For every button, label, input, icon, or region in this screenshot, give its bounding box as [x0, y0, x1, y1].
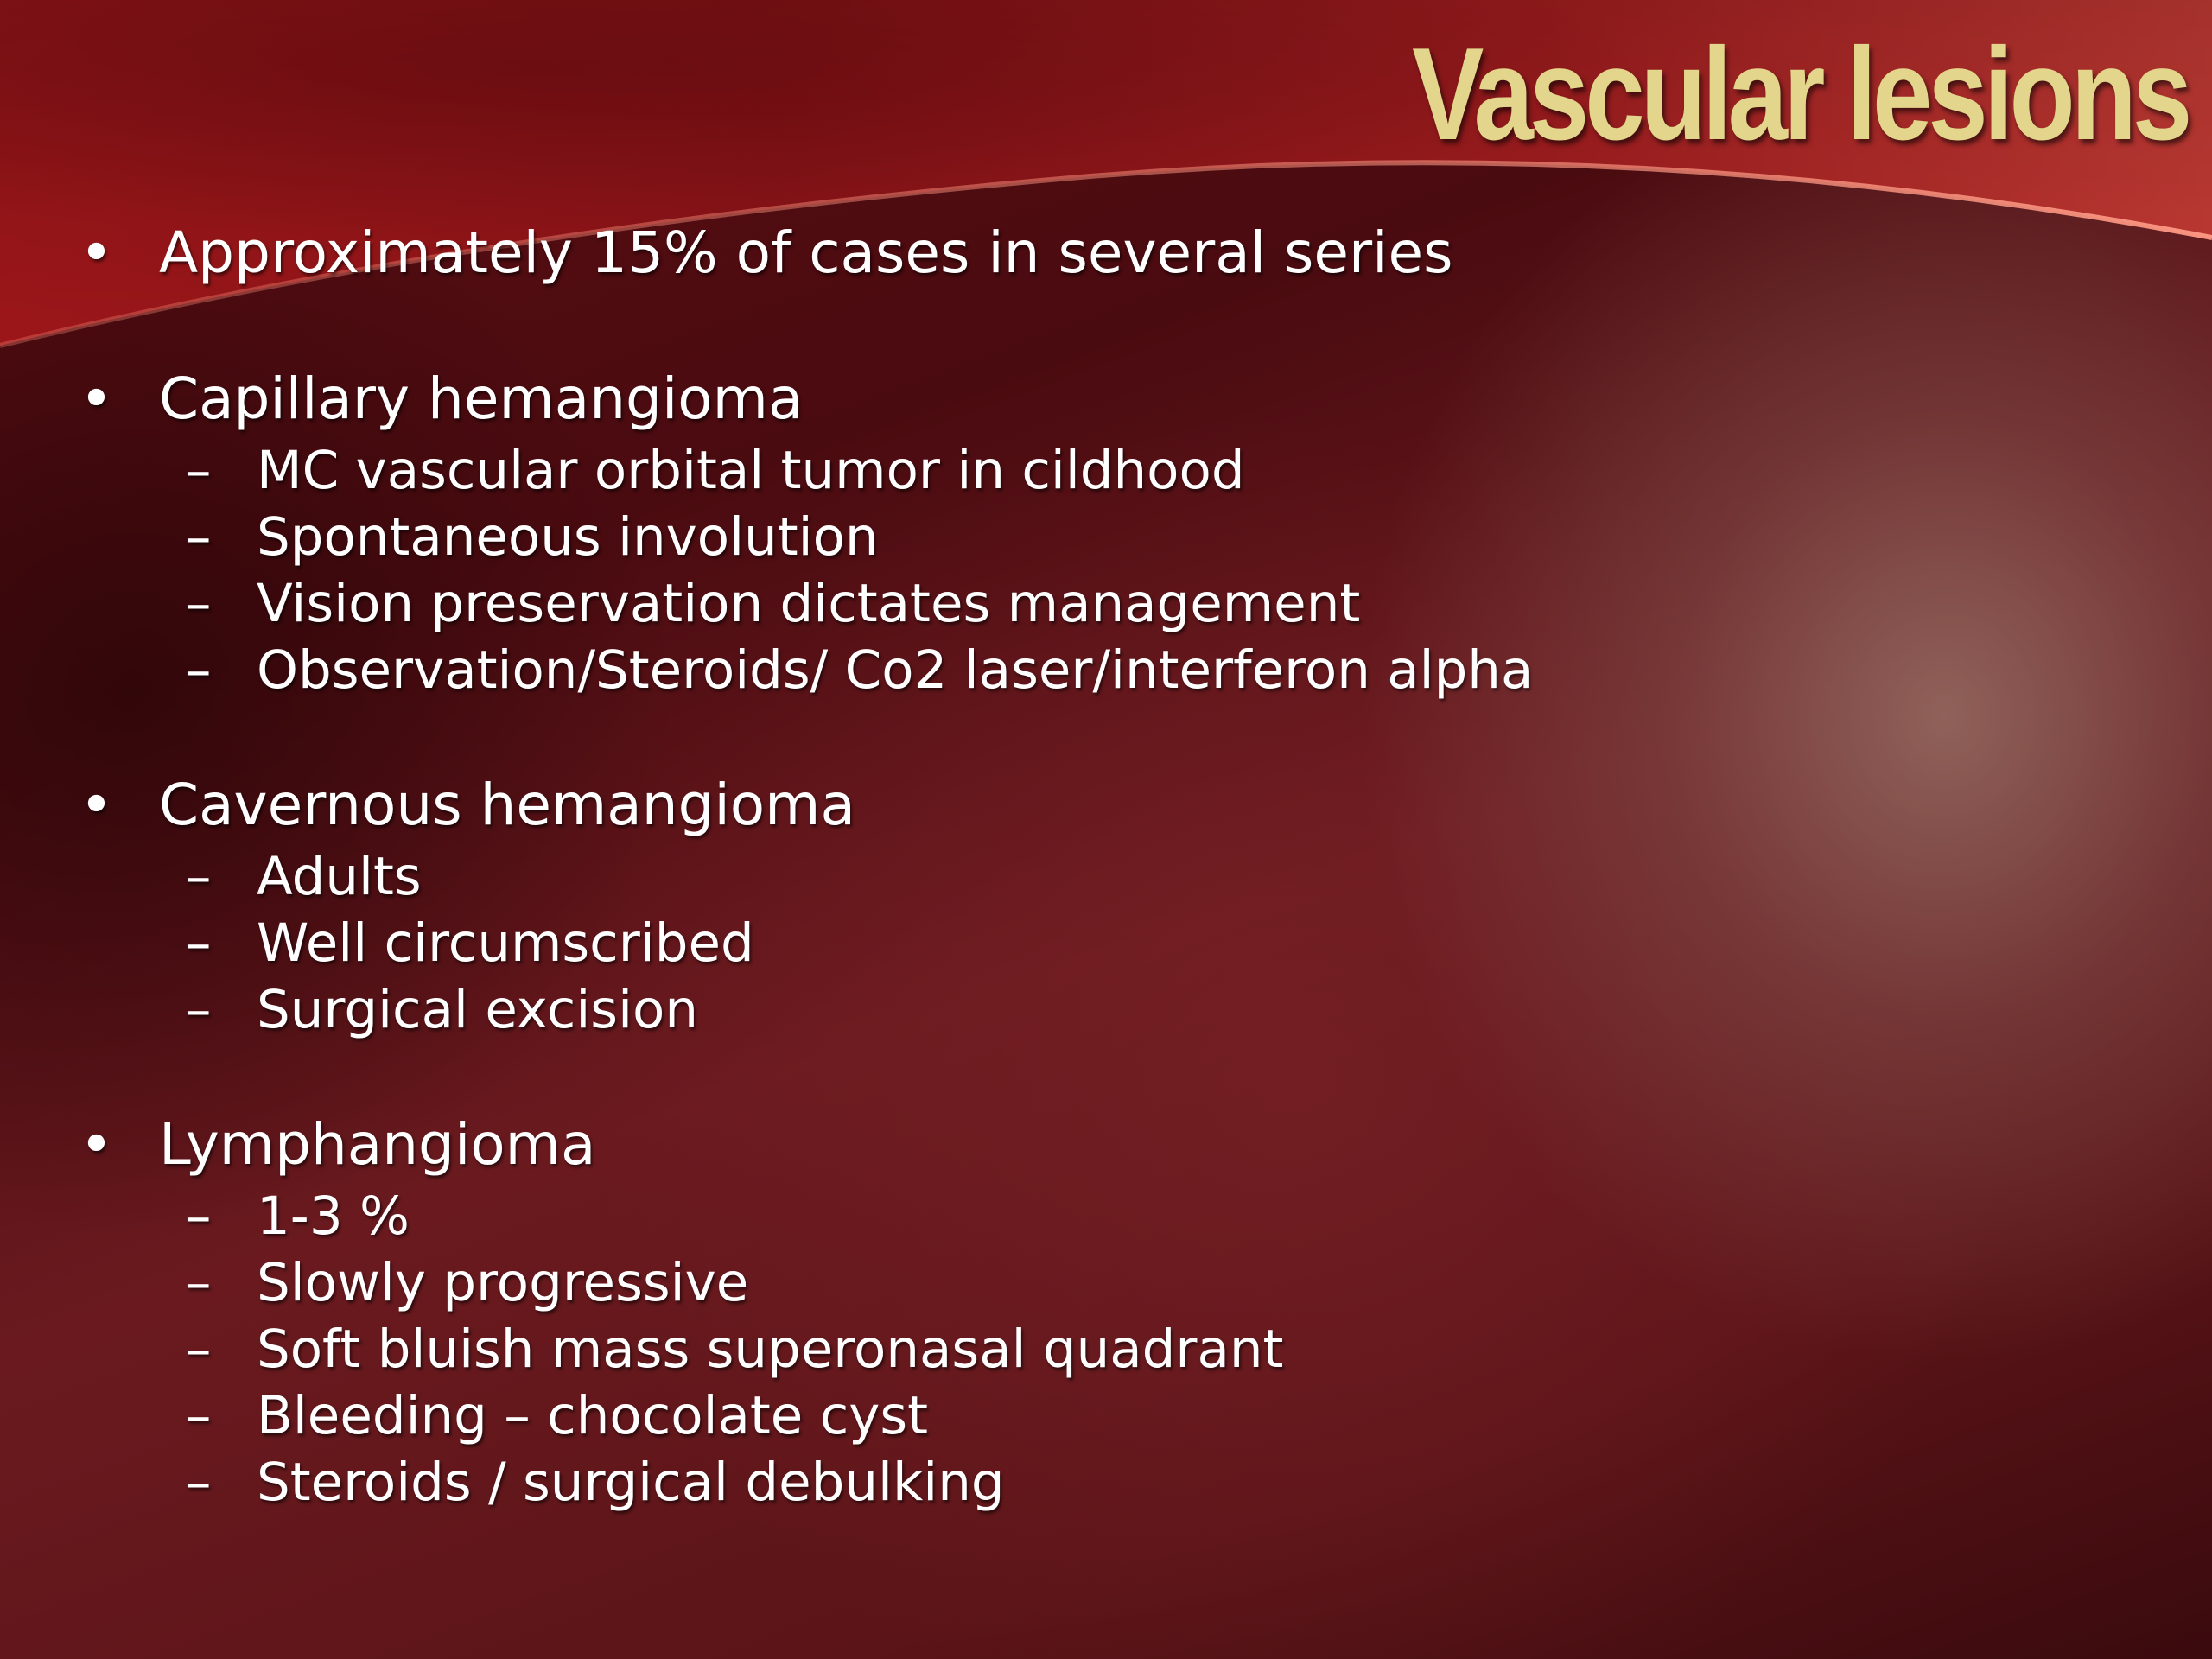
sub-bullet-text: Spontaneous involution — [257, 506, 879, 568]
dash-icon: – — [185, 1185, 212, 1247]
dash-icon: – — [185, 440, 212, 501]
bullet-icon: • — [79, 1111, 113, 1178]
bullet-text: Approximately 15% of cases in several series — [159, 219, 1453, 286]
bullet-icon: • — [79, 365, 113, 432]
sub-bullet-text: 1-3 % — [257, 1185, 410, 1247]
sub-bullet-text: Observation/Steroids/ Co2 laser/interferon alpha — [257, 639, 1534, 701]
sub-bullet-text: Well circumscribed — [257, 912, 754, 974]
sub-bullet-text: Vision preservation dictates management — [257, 573, 1361, 634]
dash-icon: – — [185, 846, 212, 907]
sub-bullet-text: Soft bluish mass superonasal quadrant — [257, 1319, 1284, 1380]
dash-icon: – — [185, 1385, 212, 1446]
sub-bullet-text: Bleeding – chocolate cyst — [257, 1385, 929, 1446]
slide-title: Vascular lesions — [1411, 21, 2188, 168]
dash-icon: – — [185, 979, 212, 1040]
sub-bullet-text: Slowly progressive — [257, 1252, 749, 1313]
sub-bullet-text: Surgical excision — [257, 979, 698, 1040]
sub-bullet-text: MC vascular orbital tumor in cildhood — [257, 440, 1245, 501]
sub-bullet-text: Steroids / surgical debulking — [257, 1452, 1005, 1513]
dash-icon: – — [185, 573, 212, 634]
bullet-text: Lymphangioma — [159, 1111, 596, 1178]
bullet-text: Cavernous hemangioma — [159, 772, 855, 838]
bullet-icon: • — [79, 772, 113, 838]
sub-bullet-text: Adults — [257, 846, 422, 907]
bullet-icon: • — [79, 219, 113, 286]
bullet-text: Capillary hemangioma — [159, 365, 804, 432]
dash-icon: – — [185, 1252, 212, 1313]
dash-icon: – — [185, 1319, 212, 1380]
dash-icon: – — [185, 1452, 212, 1513]
dash-icon: – — [185, 639, 212, 701]
dash-icon: – — [185, 912, 212, 974]
dash-icon: – — [185, 506, 212, 568]
